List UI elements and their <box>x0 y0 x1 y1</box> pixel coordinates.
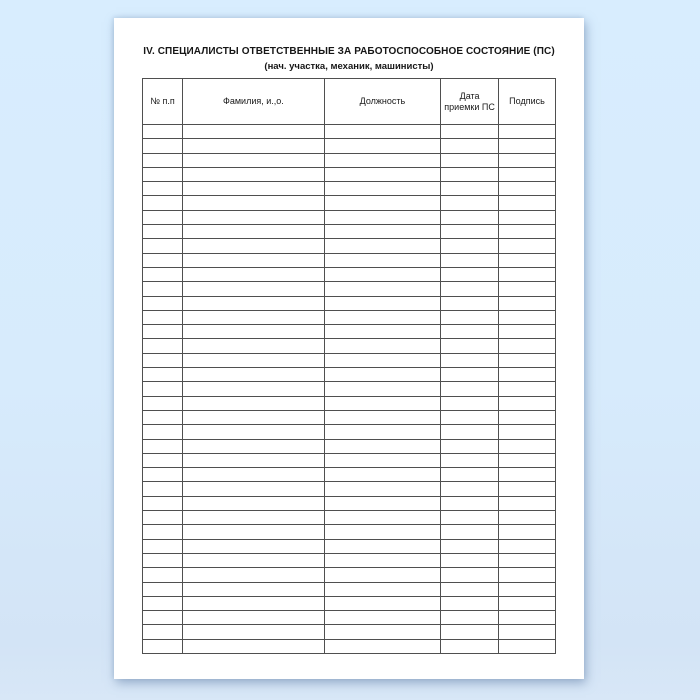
empty-cell-signature <box>498 382 555 396</box>
empty-cell-num <box>143 625 183 639</box>
table-row <box>143 482 556 496</box>
empty-cell-num <box>143 468 183 482</box>
empty-cell-name <box>183 468 325 482</box>
empty-cell-position <box>324 568 440 582</box>
empty-cell-num <box>143 167 183 181</box>
empty-cell-date <box>441 253 499 267</box>
table-row <box>143 182 556 196</box>
empty-cell-num <box>143 639 183 653</box>
empty-cell-signature <box>498 125 555 139</box>
empty-cell-date <box>441 511 499 525</box>
empty-cell-signature <box>498 468 555 482</box>
empty-cell-name <box>183 596 325 610</box>
empty-cell-date <box>441 496 499 510</box>
empty-cell-signature <box>498 239 555 253</box>
empty-cell-position <box>324 353 440 367</box>
empty-cell-name <box>183 611 325 625</box>
empty-cell-position <box>324 267 440 281</box>
empty-cell-name <box>183 310 325 324</box>
empty-cell-signature <box>498 210 555 224</box>
empty-cell-date <box>441 267 499 281</box>
empty-cell-num <box>143 425 183 439</box>
empty-cell-position <box>324 339 440 353</box>
empty-cell-signature <box>498 196 555 210</box>
column-header-date: Дата приемки ПС <box>441 79 499 125</box>
empty-cell-position <box>324 625 440 639</box>
empty-cell-name <box>183 539 325 553</box>
empty-cell-num <box>143 153 183 167</box>
empty-cell-position <box>324 596 440 610</box>
empty-cell-name <box>183 282 325 296</box>
table-row <box>143 210 556 224</box>
empty-cell-position <box>324 439 440 453</box>
empty-cell-date <box>441 382 499 396</box>
empty-cell-position <box>324 368 440 382</box>
table-row <box>143 468 556 482</box>
table-row <box>143 368 556 382</box>
empty-cell-date <box>441 553 499 567</box>
table-row <box>143 425 556 439</box>
table-body <box>143 125 556 654</box>
empty-cell-date <box>441 568 499 582</box>
empty-cell-position <box>324 410 440 424</box>
empty-cell-name <box>183 382 325 396</box>
table-row <box>143 310 556 324</box>
empty-cell-position <box>324 382 440 396</box>
empty-cell-name <box>183 511 325 525</box>
empty-cell-date <box>441 425 499 439</box>
empty-cell-name <box>183 253 325 267</box>
empty-cell-num <box>143 139 183 153</box>
empty-cell-position <box>324 496 440 510</box>
column-header-position: Должность <box>324 79 440 125</box>
empty-cell-name <box>183 553 325 567</box>
table-row <box>143 596 556 610</box>
empty-cell-position <box>324 239 440 253</box>
empty-cell-num <box>143 553 183 567</box>
empty-cell-signature <box>498 325 555 339</box>
empty-cell-num <box>143 582 183 596</box>
table-row <box>143 139 556 153</box>
empty-cell-signature <box>498 225 555 239</box>
table-row <box>143 382 556 396</box>
empty-cell-date <box>441 282 499 296</box>
empty-cell-position <box>324 453 440 467</box>
empty-cell-date <box>441 525 499 539</box>
empty-cell-signature <box>498 582 555 596</box>
table-row <box>143 353 556 367</box>
table-row <box>143 625 556 639</box>
empty-cell-date <box>441 439 499 453</box>
empty-cell-position <box>324 639 440 653</box>
empty-cell-date <box>441 353 499 367</box>
table-header <box>143 79 556 125</box>
empty-cell-signature <box>498 596 555 610</box>
empty-cell-name <box>183 296 325 310</box>
empty-cell-num <box>143 239 183 253</box>
empty-cell-position <box>324 468 440 482</box>
empty-cell-num <box>143 253 183 267</box>
empty-cell-name <box>183 125 325 139</box>
empty-cell-name <box>183 568 325 582</box>
empty-cell-signature <box>498 139 555 153</box>
empty-cell-name <box>183 167 325 181</box>
empty-cell-position <box>324 125 440 139</box>
empty-cell-num <box>143 439 183 453</box>
document-subtitle: (нач. участка, механик, машинисты) <box>264 61 434 72</box>
header-row <box>143 79 556 125</box>
empty-cell-num <box>143 325 183 339</box>
empty-cell-position <box>324 396 440 410</box>
empty-cell-date <box>441 139 499 153</box>
empty-cell-position <box>324 582 440 596</box>
empty-cell-name <box>183 325 325 339</box>
empty-cell-num <box>143 525 183 539</box>
empty-cell-date <box>441 482 499 496</box>
empty-cell-date <box>441 196 499 210</box>
empty-cell-name <box>183 625 325 639</box>
table-row <box>143 539 556 553</box>
empty-cell-date <box>441 639 499 653</box>
empty-cell-signature <box>498 282 555 296</box>
empty-cell-name <box>183 482 325 496</box>
table-row <box>143 639 556 653</box>
empty-cell-name <box>183 439 325 453</box>
empty-cell-name <box>183 425 325 439</box>
empty-cell-signature <box>498 396 555 410</box>
table-row <box>143 496 556 510</box>
empty-cell-date <box>441 182 499 196</box>
empty-cell-name <box>183 239 325 253</box>
empty-cell-signature <box>498 368 555 382</box>
empty-cell-num <box>143 611 183 625</box>
column-header-num: № п.п <box>143 79 183 125</box>
empty-cell-signature <box>498 425 555 439</box>
empty-cell-date <box>441 153 499 167</box>
empty-cell-name <box>183 639 325 653</box>
empty-cell-num <box>143 182 183 196</box>
empty-cell-num <box>143 339 183 353</box>
empty-cell-position <box>324 325 440 339</box>
empty-cell-position <box>324 511 440 525</box>
empty-cell-name <box>183 196 325 210</box>
empty-cell-num <box>143 267 183 281</box>
empty-cell-position <box>324 611 440 625</box>
empty-cell-name <box>183 368 325 382</box>
empty-cell-date <box>441 396 499 410</box>
empty-cell-signature <box>498 182 555 196</box>
empty-cell-date <box>441 453 499 467</box>
empty-cell-signature <box>498 253 555 267</box>
table-row <box>143 167 556 181</box>
empty-cell-date <box>441 296 499 310</box>
empty-cell-date <box>441 339 499 353</box>
table-row <box>143 125 556 139</box>
empty-cell-signature <box>498 482 555 496</box>
document-title: IV. СПЕЦИАЛИСТЫ ОТВЕТСТВЕННЫЕ ЗА РАБОТОСПОСОБНОЕ СОСТОЯНИЕ (ПС) <box>143 46 555 57</box>
empty-cell-position <box>324 167 440 181</box>
table-row <box>143 453 556 467</box>
empty-cell-position <box>324 553 440 567</box>
empty-cell-signature <box>498 353 555 367</box>
empty-cell-date <box>441 596 499 610</box>
empty-cell-num <box>143 410 183 424</box>
empty-cell-position <box>324 425 440 439</box>
table-row <box>143 325 556 339</box>
empty-cell-signature <box>498 511 555 525</box>
empty-cell-name <box>183 496 325 510</box>
column-header-signature: Подпись <box>498 79 555 125</box>
table-row <box>143 339 556 353</box>
empty-cell-position <box>324 253 440 267</box>
empty-cell-signature <box>498 310 555 324</box>
empty-cell-num <box>143 296 183 310</box>
empty-cell-num <box>143 368 183 382</box>
empty-cell-position <box>324 139 440 153</box>
empty-cell-num <box>143 482 183 496</box>
empty-cell-date <box>441 225 499 239</box>
empty-cell-name <box>183 153 325 167</box>
empty-cell-name <box>183 182 325 196</box>
empty-cell-position <box>324 539 440 553</box>
empty-cell-date <box>441 625 499 639</box>
table-row <box>143 196 556 210</box>
empty-cell-signature <box>498 568 555 582</box>
empty-cell-signature <box>498 553 555 567</box>
empty-cell-signature <box>498 611 555 625</box>
table-row <box>143 410 556 424</box>
table-row <box>143 396 556 410</box>
empty-cell-num <box>143 596 183 610</box>
table-row <box>143 296 556 310</box>
empty-cell-signature <box>498 339 555 353</box>
empty-cell-position <box>324 310 440 324</box>
empty-cell-date <box>441 539 499 553</box>
empty-cell-num <box>143 511 183 525</box>
empty-cell-num <box>143 539 183 553</box>
empty-cell-num <box>143 210 183 224</box>
empty-cell-num <box>143 353 183 367</box>
empty-cell-position <box>324 282 440 296</box>
empty-cell-date <box>441 611 499 625</box>
empty-cell-signature <box>498 525 555 539</box>
empty-cell-name <box>183 396 325 410</box>
empty-cell-position <box>324 525 440 539</box>
empty-cell-date <box>441 310 499 324</box>
table-row <box>143 611 556 625</box>
empty-cell-position <box>324 225 440 239</box>
empty-cell-date <box>441 239 499 253</box>
empty-cell-signature <box>498 439 555 453</box>
table-row <box>143 153 556 167</box>
empty-cell-name <box>183 410 325 424</box>
empty-cell-date <box>441 582 499 596</box>
empty-cell-position <box>324 153 440 167</box>
table-row <box>143 439 556 453</box>
empty-cell-date <box>441 167 499 181</box>
empty-cell-name <box>183 139 325 153</box>
empty-cell-name <box>183 525 325 539</box>
empty-cell-position <box>324 482 440 496</box>
table-row <box>143 225 556 239</box>
empty-cell-date <box>441 410 499 424</box>
empty-cell-signature <box>498 639 555 653</box>
empty-cell-num <box>143 453 183 467</box>
empty-cell-num <box>143 310 183 324</box>
empty-cell-position <box>324 210 440 224</box>
empty-cell-signature <box>498 625 555 639</box>
empty-cell-position <box>324 182 440 196</box>
empty-cell-signature <box>498 153 555 167</box>
empty-cell-name <box>183 210 325 224</box>
empty-cell-signature <box>498 539 555 553</box>
empty-cell-signature <box>498 453 555 467</box>
empty-cell-name <box>183 267 325 281</box>
empty-cell-name <box>183 225 325 239</box>
empty-cell-num <box>143 568 183 582</box>
empty-cell-position <box>324 196 440 210</box>
empty-cell-date <box>441 468 499 482</box>
empty-cell-num <box>143 496 183 510</box>
empty-cell-position <box>324 296 440 310</box>
table-row <box>143 253 556 267</box>
empty-cell-signature <box>498 267 555 281</box>
empty-cell-date <box>441 125 499 139</box>
empty-cell-date <box>441 368 499 382</box>
empty-cell-signature <box>498 296 555 310</box>
empty-cell-num <box>143 396 183 410</box>
empty-cell-name <box>183 453 325 467</box>
table-row <box>143 282 556 296</box>
empty-cell-signature <box>498 496 555 510</box>
specialists-table <box>142 78 556 654</box>
table-row <box>143 525 556 539</box>
column-header-name: Фамилия, и.,о. <box>183 79 325 125</box>
empty-cell-name <box>183 353 325 367</box>
empty-cell-num <box>143 282 183 296</box>
table-row <box>143 267 556 281</box>
table-row <box>143 582 556 596</box>
table-row <box>143 239 556 253</box>
empty-cell-signature <box>498 410 555 424</box>
empty-cell-num <box>143 382 183 396</box>
table-row <box>143 568 556 582</box>
empty-cell-date <box>441 210 499 224</box>
empty-cell-num <box>143 125 183 139</box>
empty-cell-signature <box>498 167 555 181</box>
table-row <box>143 511 556 525</box>
empty-cell-num <box>143 196 183 210</box>
empty-cell-num <box>143 225 183 239</box>
empty-cell-date <box>441 325 499 339</box>
table-row <box>143 553 556 567</box>
empty-cell-name <box>183 339 325 353</box>
empty-cell-name <box>183 582 325 596</box>
document-page <box>114 18 584 679</box>
